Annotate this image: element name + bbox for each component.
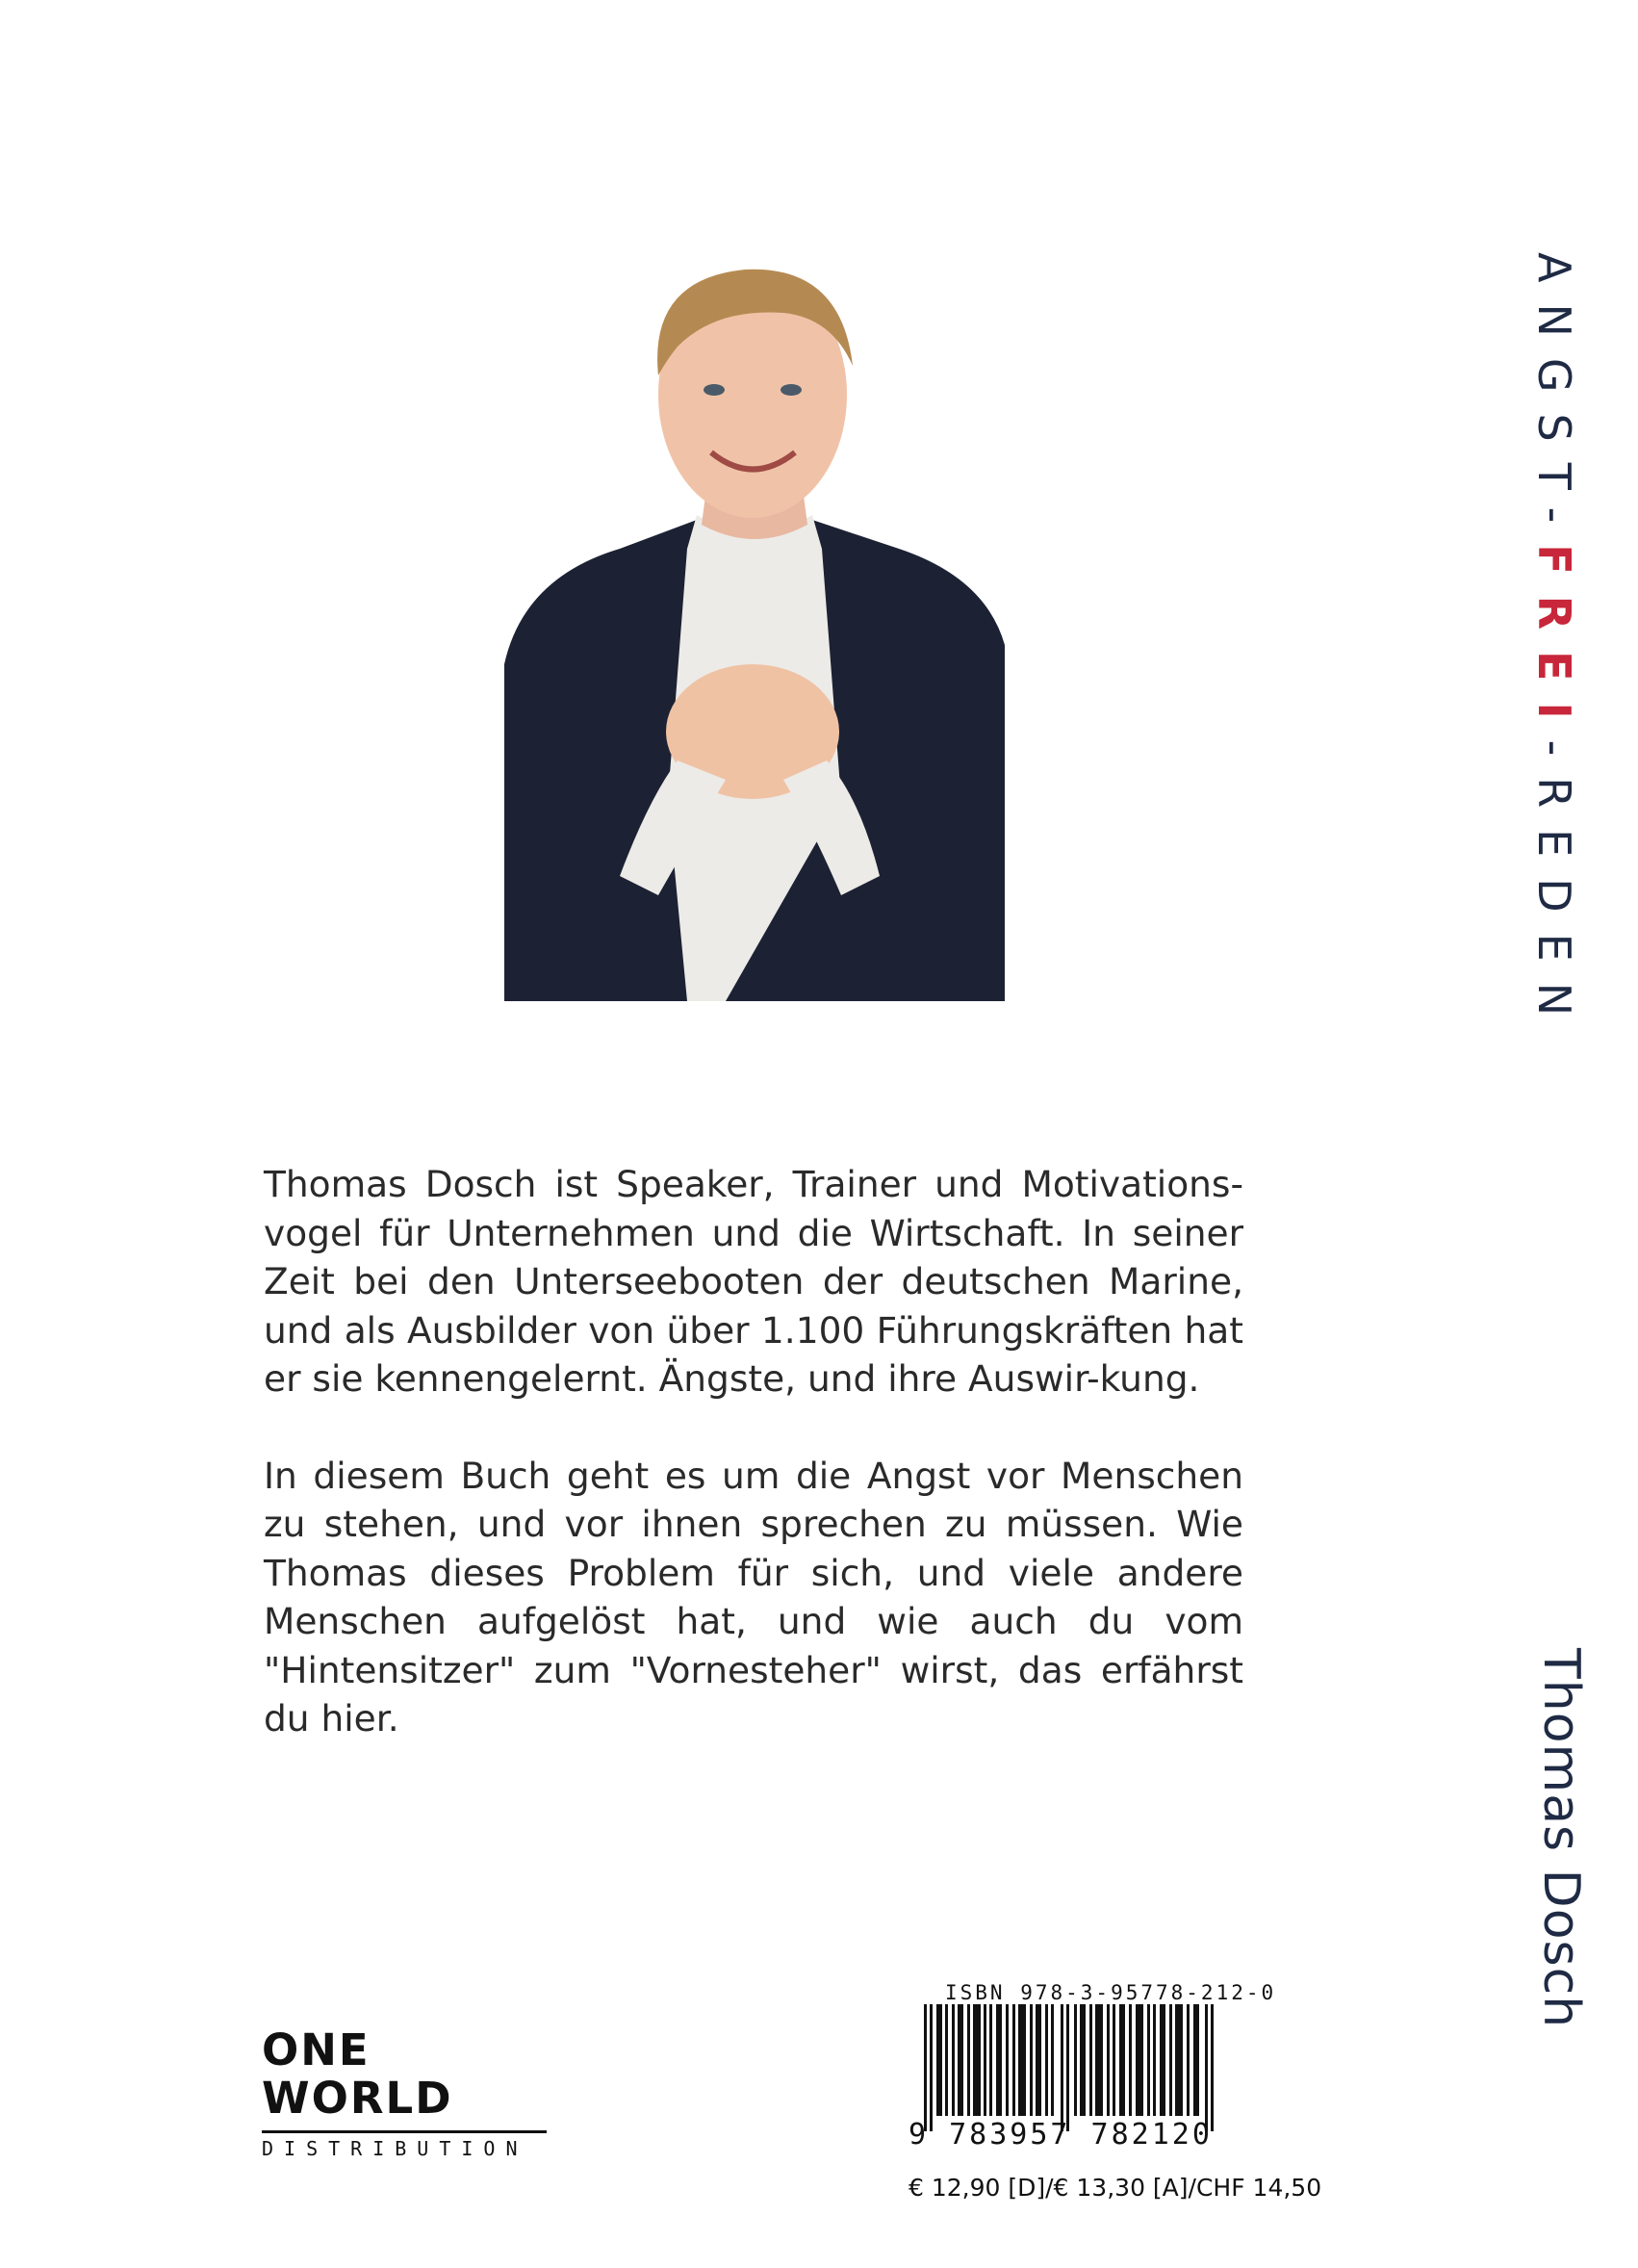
barcode [924, 2004, 1222, 2131]
barcode-digits: 9 783957 782120 [909, 2118, 1213, 2152]
isbn-label: ISBN 978-3-95778-212-0 [945, 1981, 1277, 2004]
spine-title-end: -REDEN [1528, 739, 1580, 1038]
publisher-name: ONE WORLD [262, 2024, 453, 2124]
price: € 12,90 [D]/€ 13,30 [A]/CHF 14,50 [909, 2174, 1322, 2202]
blurb-paragraph-1: Thomas Dosch ist Speaker, Trainer und Motivations-vogel für Unternehmen und die Wirtschaft. In seiner Zeit bei den Unterseebooten der deutschen Marine, und als Ausbilder von über 1.100 Führungskräften hat er sie kennengelernt. Ängste, und ihre Auswir-kung. [264, 1163, 1243, 1400]
back-cover-blurb [264, 1160, 1243, 1791]
spine-title-start: ANGST- [1528, 252, 1580, 545]
blurb-paragraph-2: In diesem Buch geht es um die Angst vor Menschen zu stehen, und vor ihnen sprechen zu müssen. Wie Thomas dieses Problem für sich, und viele andere Menschen aufgelöst hat, und wie auch du vom "Hintensitzer" zum "Vornesteher" wirst, das erfährst du hier. [264, 1454, 1243, 1740]
publisher-sub: DISTRIBUTION [262, 2137, 528, 2160]
spine-author: Thomas Dosch [1532, 1648, 1590, 2029]
author-photo [504, 260, 1005, 1001]
logo-divider [262, 2130, 547, 2133]
publisher-logo [262, 2026, 550, 2160]
spine-title-accent: FREI [1528, 544, 1580, 740]
spine-title [1528, 252, 1580, 1037]
